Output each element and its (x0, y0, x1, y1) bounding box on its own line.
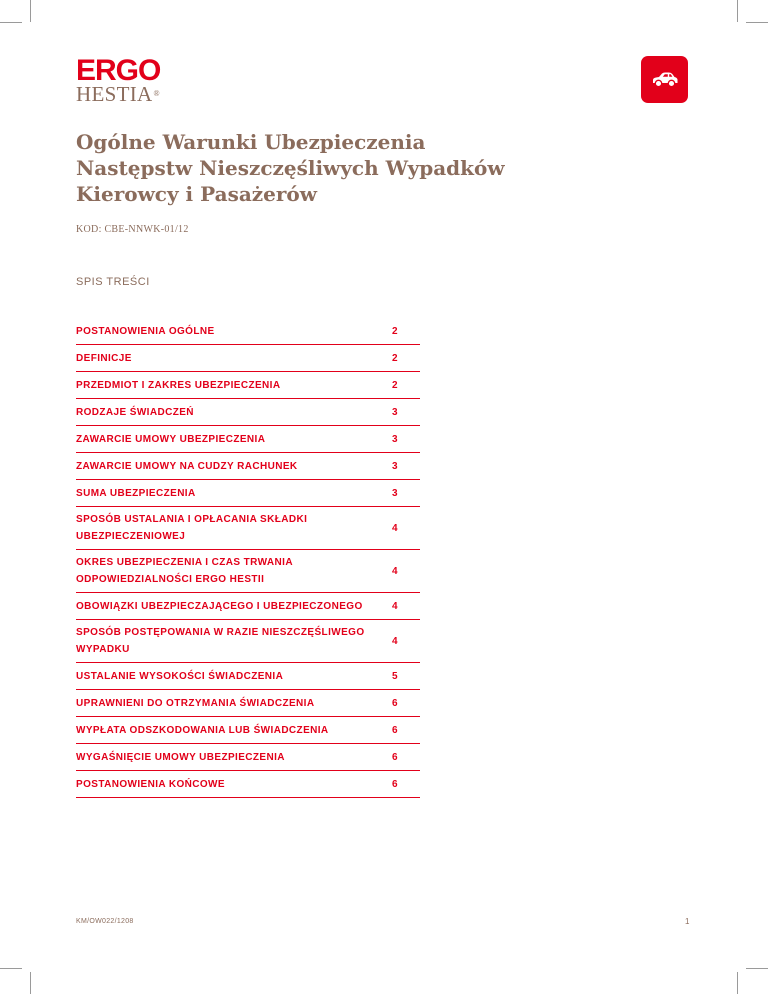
toc-row[interactable] (76, 453, 420, 480)
toc-row[interactable] (76, 771, 420, 798)
toc-row[interactable] (76, 690, 420, 717)
crop-mark (746, 22, 768, 23)
ergo-hestia-logo (76, 54, 161, 106)
crop-mark (0, 22, 22, 23)
crop-mark (746, 968, 768, 969)
toc-label: PRZEDMIOT I ZAKRES UBEZPIECZENIA (76, 379, 281, 391)
toc-row[interactable] (76, 399, 420, 426)
toc-row[interactable] (76, 593, 420, 620)
toc-label: SPOSÓB POSTĘPOWANIA W RAZIE NIESZCZĘŚLIWEGO WYPADKU (76, 627, 365, 655)
document-title (76, 129, 596, 207)
document-code: KOD: CBE-NNWK-01/12 (76, 224, 189, 235)
toc-row[interactable] (76, 620, 420, 663)
footer-document-code: KM/OW022/1208 (76, 918, 134, 925)
toc-row[interactable] (76, 717, 420, 744)
toc-page-number: 3 (392, 433, 398, 445)
toc-page-number: 3 (392, 406, 398, 418)
toc-row[interactable] (76, 507, 420, 550)
crop-mark (0, 968, 22, 969)
car-badge (641, 56, 688, 103)
logo-sub-text: HESTIA (76, 82, 153, 106)
logo-sub (76, 84, 160, 104)
toc-page-number: 6 (392, 778, 398, 790)
page-number: 1 (685, 917, 690, 926)
logo-registered-mark: ® (153, 89, 160, 98)
toc-label: USTALANIE WYSOKOŚCI ŚWIADCZENIA (76, 670, 284, 682)
toc-label: ZAWARCIE UMOWY UBEZPIECZENIA (76, 433, 266, 445)
car-icon (650, 71, 680, 89)
toc-label: POSTANOWIENIA KOŃCOWE (76, 778, 225, 790)
toc-label: SPOSÓB USTALANIA I OPŁACANIA SKŁADKI UBEZPIECZENIOWEJ (76, 514, 308, 542)
toc-page-number: 2 (392, 352, 398, 364)
toc-label: UPRAWNIENI DO OTRZYMANIA ŚWIADCZENIA (76, 697, 315, 709)
toc-label: OBOWIĄZKI UBEZPIECZAJĄCEGO I UBEZPIECZONEGO (76, 600, 363, 612)
toc-page-number: 2 (392, 325, 398, 337)
toc-page-number: 4 (392, 522, 398, 534)
toc-page-number: 3 (392, 460, 398, 472)
crop-mark (737, 0, 738, 22)
toc-row[interactable] (76, 744, 420, 771)
toc-page-number: 2 (392, 379, 398, 391)
toc-row[interactable] (76, 426, 420, 453)
toc-heading: SPIS TREŚCI (76, 276, 150, 288)
toc-row[interactable] (76, 372, 420, 399)
toc-page-number: 5 (392, 670, 398, 682)
toc-row[interactable] (76, 318, 420, 345)
toc-page-number: 4 (392, 565, 398, 577)
toc-row[interactable] (76, 345, 420, 372)
toc-page-number: 3 (392, 487, 398, 499)
toc-label: SUMA UBEZPIECZENIA (76, 487, 196, 499)
table-of-contents (76, 318, 420, 798)
toc-page-number: 4 (392, 635, 398, 647)
logo-brand: ERGO (76, 54, 161, 87)
toc-label: WYGAŚNIĘCIE UMOWY UBEZPIECZENIA (76, 751, 285, 763)
title-line: Kierowcy i Pasażerów (76, 182, 317, 206)
toc-label: OKRES UBEZPIECZENIA I CZAS TRWANIA ODPOWIEDZIALNOŚCI ERGO HESTII (76, 557, 293, 585)
toc-row[interactable] (76, 480, 420, 507)
toc-row[interactable] (76, 663, 420, 690)
toc-row[interactable] (76, 550, 420, 593)
toc-page-number: 4 (392, 600, 398, 612)
crop-mark (30, 972, 31, 994)
title-line: Ogólne Warunki Ubezpieczenia (76, 130, 426, 154)
toc-label: DEFINICJE (76, 352, 132, 364)
toc-label: ZAWARCIE UMOWY NA CUDZY RACHUNEK (76, 460, 298, 472)
crop-mark (30, 0, 31, 22)
toc-page-number: 6 (392, 751, 398, 763)
toc-page-number: 6 (392, 724, 398, 736)
toc-label: POSTANOWIENIA OGÓLNE (76, 325, 215, 337)
title-line: Następstw Nieszczęśliwych Wypadków (76, 156, 505, 180)
crop-mark (737, 972, 738, 994)
toc-page-number: 6 (392, 697, 398, 709)
toc-label: WYPŁATA ODSZKODOWANIA LUB ŚWIADCZENIA (76, 724, 329, 736)
toc-label: RODZAJE ŚWIADCZEŃ (76, 406, 194, 418)
